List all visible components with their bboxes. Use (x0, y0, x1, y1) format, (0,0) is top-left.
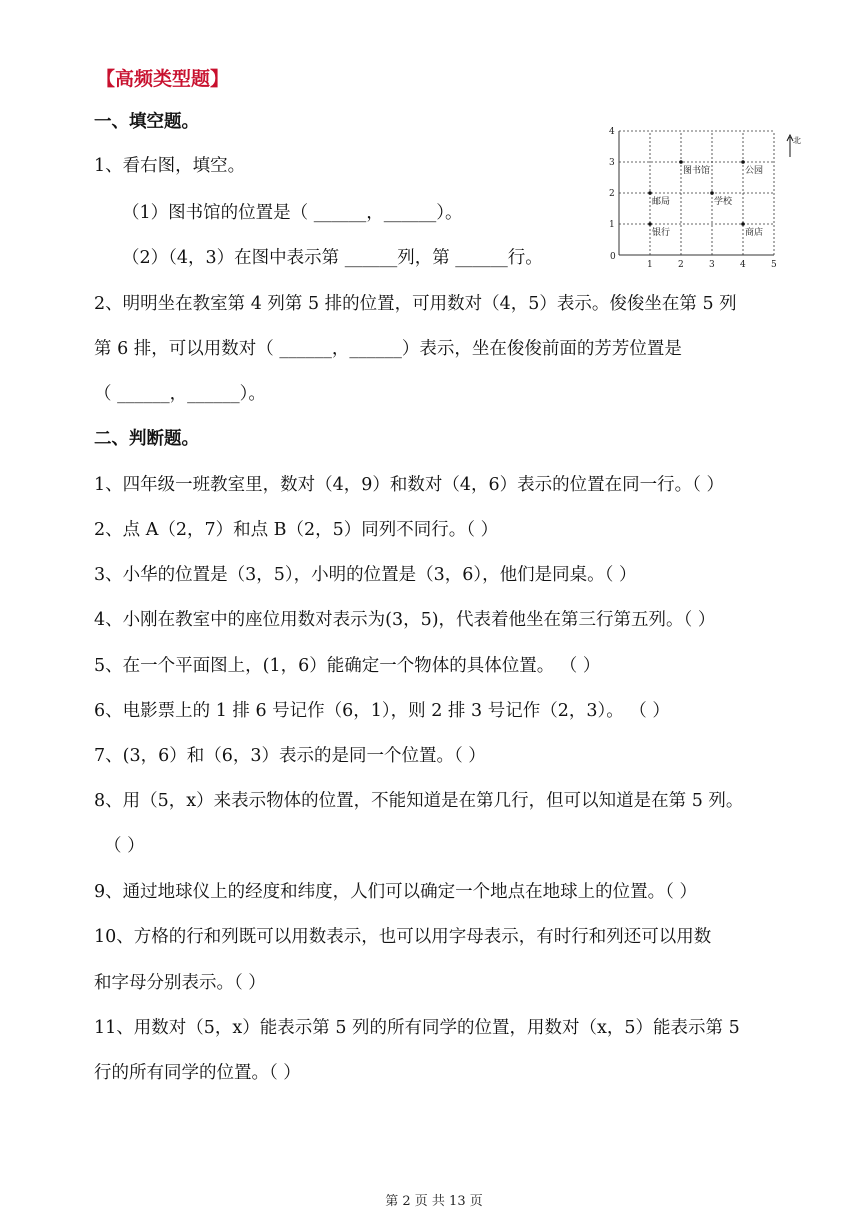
x-tick-label: 3 (709, 260, 715, 270)
fill-q1: 1、看右图，填空。 (94, 156, 246, 176)
y-tick-label: 2 (609, 189, 615, 199)
place-label: 银行 (652, 228, 671, 238)
judge-item: 2、点 A（2，7）和点 B（2，5）同列不同行。（ ） (94, 520, 499, 540)
judge-item: 1、四年级一班教室里，数对（4，9）和数对（4，6）表示的位置在同一行。（ ） (94, 475, 724, 495)
y-tick-label: 1 (609, 220, 615, 230)
place-point (710, 191, 714, 195)
fill-q1a: （1）图书馆的位置是（ ______，______）。 (122, 203, 463, 223)
judge-item: 3、小华的位置是（3，5），小明的位置是（3，6），他们是同桌。（ ） (94, 565, 637, 585)
y-tick-label: 4 (609, 127, 615, 137)
judge-item: 11、用数对（5，x）能表示第 5 列的所有同学的位置，用数对（x，5）能表示第 5 (94, 1018, 740, 1038)
fill-q2-line2: 第 6 排，可以用数对（ ______，______）表示，坐在俊俊前面的芳芳位置是 (94, 339, 682, 359)
y-tick-label: 3 (609, 158, 615, 168)
fill-q1b: （2）（4，3）在图中表示第 ______列，第 ______行。 (122, 248, 543, 268)
judge-item: 8、用（5，x）来表示物体的位置，不能知道是在第几行，但可以知道是在第 5 列。 (94, 791, 744, 811)
judge-item: （ ） (104, 836, 145, 856)
x-tick-label: 5 (771, 260, 777, 270)
place-label: 邮局 (652, 197, 671, 207)
judge-heading: 二、判断题。 (94, 429, 199, 449)
judge-item: 9、通过地球仪上的经度和纬度，人们可以确定一个地点在地球上的位置。（ ） (94, 882, 697, 902)
x-tick-label: 2 (678, 260, 684, 270)
judge-item: 和字母分别表示。（ ） (94, 973, 266, 993)
x-tick-label: 1 (647, 260, 653, 270)
place-point (679, 160, 683, 164)
place-label: 图书馆 (683, 166, 711, 176)
judge-item: 5、在一个平面图上，(1，6）能确定一个物体的具体位置。 （ ） (94, 656, 601, 676)
page-footer: 第 2 页 共 13 页 (385, 1194, 483, 1209)
judge-item: 6、电影票上的 1 排 6 号记作（6，1），则 2 排 3 号记作（2，3）。 （ ） (94, 701, 670, 721)
fill-heading: 一、填空题。 (94, 112, 199, 132)
judge-item: 4、小刚在教室中的座位用数对表示为(3，5)，代表着他坐在第三行第五列。（ ） (94, 610, 716, 630)
x-tick-label: 0 (610, 252, 616, 262)
x-tick-label: 4 (740, 260, 746, 270)
place-point (648, 191, 652, 195)
coordinate-map (602, 120, 812, 270)
judge-item: 7、(3，6）和（6，3）表示的是同一个位置。（ ） (94, 746, 486, 766)
section-tag-title: 【高频类型题】 (96, 68, 230, 90)
fill-q2-line3: （ ______，______）。 (94, 384, 266, 404)
north-label: 北 (793, 136, 801, 145)
fill-q2-line1: 2、明明坐在教室第 4 列第 5 排的位置，可用数对（4，5）表示。俊俊坐在第 5 列 (94, 294, 737, 314)
place-point (741, 160, 745, 164)
place-point (648, 222, 652, 226)
place-point (741, 222, 745, 226)
judge-item: 行的所有同学的位置。（ ） (94, 1063, 301, 1083)
place-label: 商店 (745, 228, 764, 238)
place-label: 公园 (745, 166, 764, 176)
judge-item: 10、方格的行和列既可以用数表示，也可以用字母表示，有时行和列还可以用数 (94, 927, 712, 947)
place-label: 学校 (714, 197, 733, 207)
